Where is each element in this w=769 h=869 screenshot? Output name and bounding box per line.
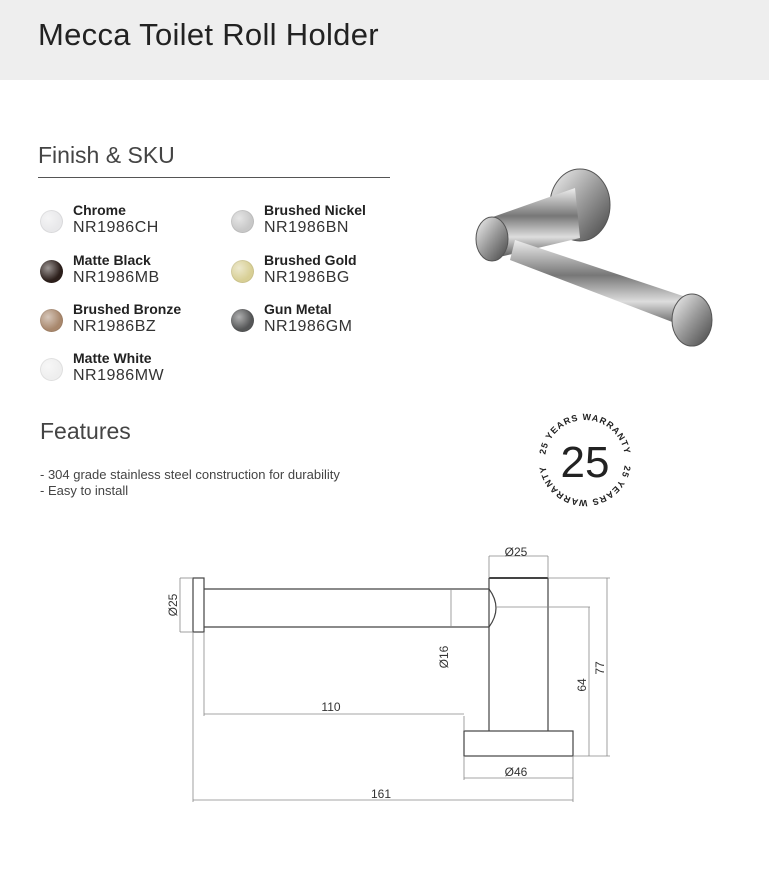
- finish-sku: NR1986BG: [264, 269, 350, 286]
- badge-number: 25: [560, 438, 610, 487]
- finish-name: Chrome: [73, 202, 126, 218]
- dim-total-length: 161: [370, 787, 392, 801]
- badge-ring-text: 25 YEARS WARRANTY: [537, 464, 633, 509]
- finish-sku: NR1986GM: [264, 318, 353, 335]
- finish-sku: NR1986MB: [73, 269, 160, 286]
- dim-flange-diameter: Ø25: [166, 593, 180, 617]
- features-heading: Features: [40, 418, 131, 444]
- dim-bar-length: 110: [321, 700, 341, 714]
- finish-name: Brushed Bronze: [73, 301, 182, 317]
- feature-item: - Easy to install: [40, 483, 129, 498]
- feature-item: - 304 grade stainless steel construction for durability: [40, 467, 340, 482]
- dim-height-64: 64: [575, 678, 589, 692]
- dim-height-77: 77: [593, 661, 607, 675]
- finish-name: Matte White: [73, 350, 152, 366]
- dim-post-diameter: Ø25: [504, 545, 528, 559]
- finish-sku: NR1986MW: [73, 367, 165, 384]
- page-title: Mecca Toilet Roll Holder: [38, 17, 379, 52]
- finish-name: Gun Metal: [264, 301, 332, 317]
- dim-bar-diameter: Ø16: [437, 645, 451, 669]
- finish-heading: Finish & SKU: [38, 142, 175, 168]
- drawing-outline: [193, 578, 573, 756]
- finish-name: Brushed Gold: [264, 252, 357, 268]
- finish-name: Matte Black: [73, 252, 151, 268]
- dim-base-diameter: Ø46: [504, 765, 528, 779]
- badge-ring-text: 25 YEARS WARRANTY: [537, 411, 633, 456]
- finish-sku: NR1986BN: [264, 219, 349, 236]
- finish-sku: NR1986CH: [73, 219, 159, 236]
- finish-name: Brushed Nickel: [264, 202, 366, 218]
- finish-sku: NR1986BZ: [73, 318, 157, 335]
- dimension-lines: [180, 556, 610, 802]
